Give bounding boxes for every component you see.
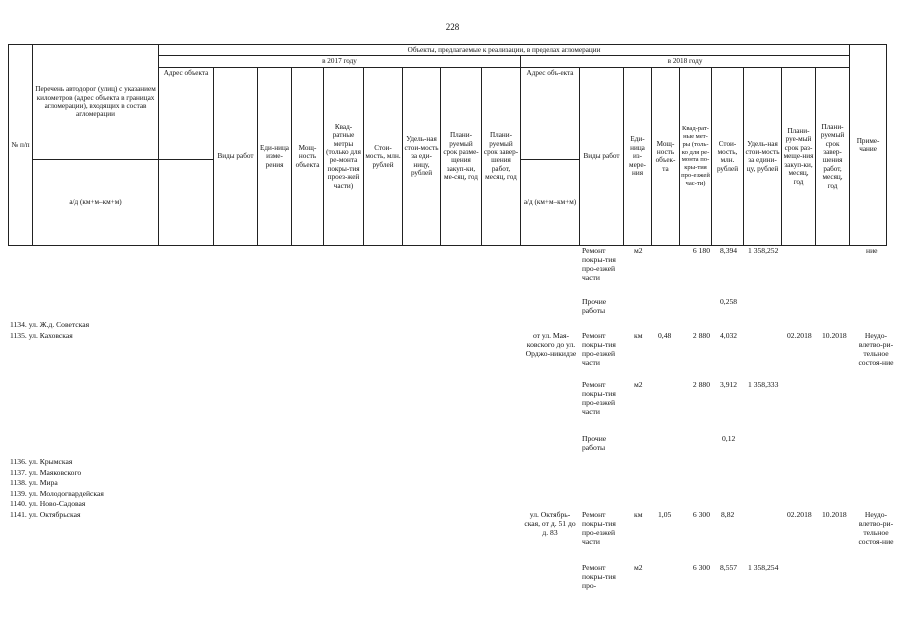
col-2017-power: Мощ-ность объекта — [292, 67, 324, 245]
row-1134: 1134. ул. Ж.д. Советская — [10, 320, 90, 329]
year-2017-header: в 2017 году — [159, 56, 521, 67]
col-no: № п/п — [9, 45, 33, 246]
row-1135-sqm-2: 2 880 — [692, 380, 710, 389]
col-2018-cost: Стои-мость, млн. рублей — [712, 67, 744, 245]
row-1141-sqm-2: 6 300 — [692, 563, 710, 572]
cont-work-2: Прочие работы — [582, 297, 607, 316]
row-1135-address: от ул. Мая-ковского до ул. Орджо-никидзе — [525, 331, 577, 359]
col-2018-works: Виды работ — [580, 67, 624, 245]
cont-unit-1: м2 — [634, 246, 643, 255]
row-1135-work-1: Ремонт покры-тия про-езжей части — [582, 331, 616, 368]
row-1141-plan-proc: 02.2018 — [787, 510, 812, 519]
row-1135-note: Неудо-влетво-ри-тельное состоя-ние — [858, 331, 894, 368]
col-2018-unit: Еди-ница из-мере-ния — [624, 67, 652, 245]
row-1141-unit-cost-2: 1 358,254 — [748, 563, 779, 572]
row-1139: 1139. ул. Молодогвардейская — [10, 489, 104, 498]
row-1135-unit-1: км — [634, 331, 643, 340]
row-1141-note: Неудо-влетво-ри-тельное состоя-ние — [858, 510, 894, 547]
row-1135-plan-proc: 02.2018 — [787, 331, 812, 340]
row-1138: 1138. ул. Мира — [10, 478, 58, 487]
row-1141-address: ул. Октябрь-ская, от д. 51 до д. 83 — [524, 510, 576, 538]
col-2018-unit-cost: Удель-ная стои-мость за едини-цу, рублей — [744, 67, 782, 245]
col-2017-sqm: Квад-ратные метры (только для ре-монта покры-тия проез-жей части) — [324, 67, 364, 245]
col-2017-plan-finish: Плани-руемый срок завер-шения работ, месяц, год — [482, 67, 521, 245]
col-2017-address: Адрес объекта — [159, 67, 214, 159]
cont-unit-cost-1: 1 358,252 — [748, 246, 779, 255]
cont-sqm-1: 6 180 — [692, 246, 710, 255]
row-1135-work-2: Ремонт покры-тия про-езжей части — [582, 380, 616, 417]
row-1135: 1135. ул. Каховская — [10, 331, 73, 340]
cont-cost-2: 0,258 — [720, 297, 738, 306]
year-2018-header: в 2018 году — [521, 56, 850, 67]
row-1141-sqm-1: 6 300 — [692, 510, 710, 519]
header-table — [8, 44, 887, 246]
page-number: 228 — [445, 22, 460, 32]
row-1141-work-1: Ремонт покры-тия про-езжей части — [582, 510, 616, 547]
row-1135-unit-2: м2 — [634, 380, 643, 389]
cont-cost-1: 8,394 — [720, 246, 738, 255]
row-1135-cost-2: 3,912 — [720, 380, 738, 389]
col-2017-unit-cost: Удель-ная стои-мость за еди-ницу, рублей — [403, 67, 441, 245]
col-2017-address-sub — [159, 159, 214, 245]
col-roads-sub: а/д (км+м–км+м) — [33, 159, 159, 245]
col-2018-plan-finish: Плани-руемый срок завер-шения работ, месяц, год — [816, 67, 850, 245]
row-1137: 1137. ул. Маяковского — [10, 468, 82, 477]
row-1141-work-2: Ремонт покры-тия про- — [582, 563, 616, 591]
col-2017-plan-proc: Плани-руемый срок разме-щения закуп-ки, ме-сяц, год — [441, 67, 482, 245]
col-2018-address: Адрес объ-екта — [521, 67, 580, 159]
row-1141-unit-2: м2 — [634, 563, 643, 572]
row-1135-work-3: Прочие работы — [582, 434, 607, 453]
row-1135-sqm-1: 2 880 — [692, 331, 710, 340]
col-2018-sqm: Квад-рат-ные мет-ры (толь-ко для ре-монта по-кры-тия про-езжей час-ти) — [680, 67, 712, 245]
row-1136: 1136. ул. Крымская — [10, 457, 73, 466]
row-1135-cost-1: 4,032 — [720, 331, 738, 340]
row-1141-plan-finish: 10.2018 — [822, 510, 847, 519]
col-note: Приме-чание — [850, 45, 887, 246]
row-1135-plan-finish: 10.2018 — [822, 331, 847, 340]
row-1135-power: 0,48 — [658, 331, 672, 340]
row-1141-cost-2: 8,557 — [720, 563, 738, 572]
cont-note: ние — [866, 246, 878, 255]
row-1141: 1141. ул. Октябрьская — [10, 510, 81, 519]
col-2017-works: Виды работ — [214, 67, 258, 245]
row-1141-cost-1: 8,82 — [721, 510, 735, 519]
row-1141-unit-1: км — [634, 510, 643, 519]
col-2018-address-sub: а/д (км+м–км+м) — [521, 159, 580, 245]
row-1140: 1140. ул. Ново-Садовая — [10, 499, 86, 508]
col-2017-unit: Еди-ница изме-рения — [258, 67, 292, 245]
row-1135-cost-3: 0,12 — [722, 434, 736, 443]
col-roads: Перечень автодорог (улиц) с указанием километров (адрес объекта в границах агломерации), входящих в состав агломерации — [33, 45, 159, 160]
col-2018-power: Мощ-ность объек-та — [652, 67, 680, 245]
objects-header: Объекты, предлагаемые к реализации, в пределах агломерации — [159, 45, 850, 56]
row-1135-unit-cost-2: 1 358,333 — [748, 380, 779, 389]
col-2018-plan-proc: Плани-руе-мый срок раз-меще-ния закуп-ки, месяц, год — [782, 67, 816, 245]
row-1141-power: 1,05 — [658, 510, 672, 519]
col-2017-cost: Стои-мость, млн. рублей — [364, 67, 403, 245]
cont-work-1: Ремонт покры-тия про-езжей части — [582, 246, 616, 283]
